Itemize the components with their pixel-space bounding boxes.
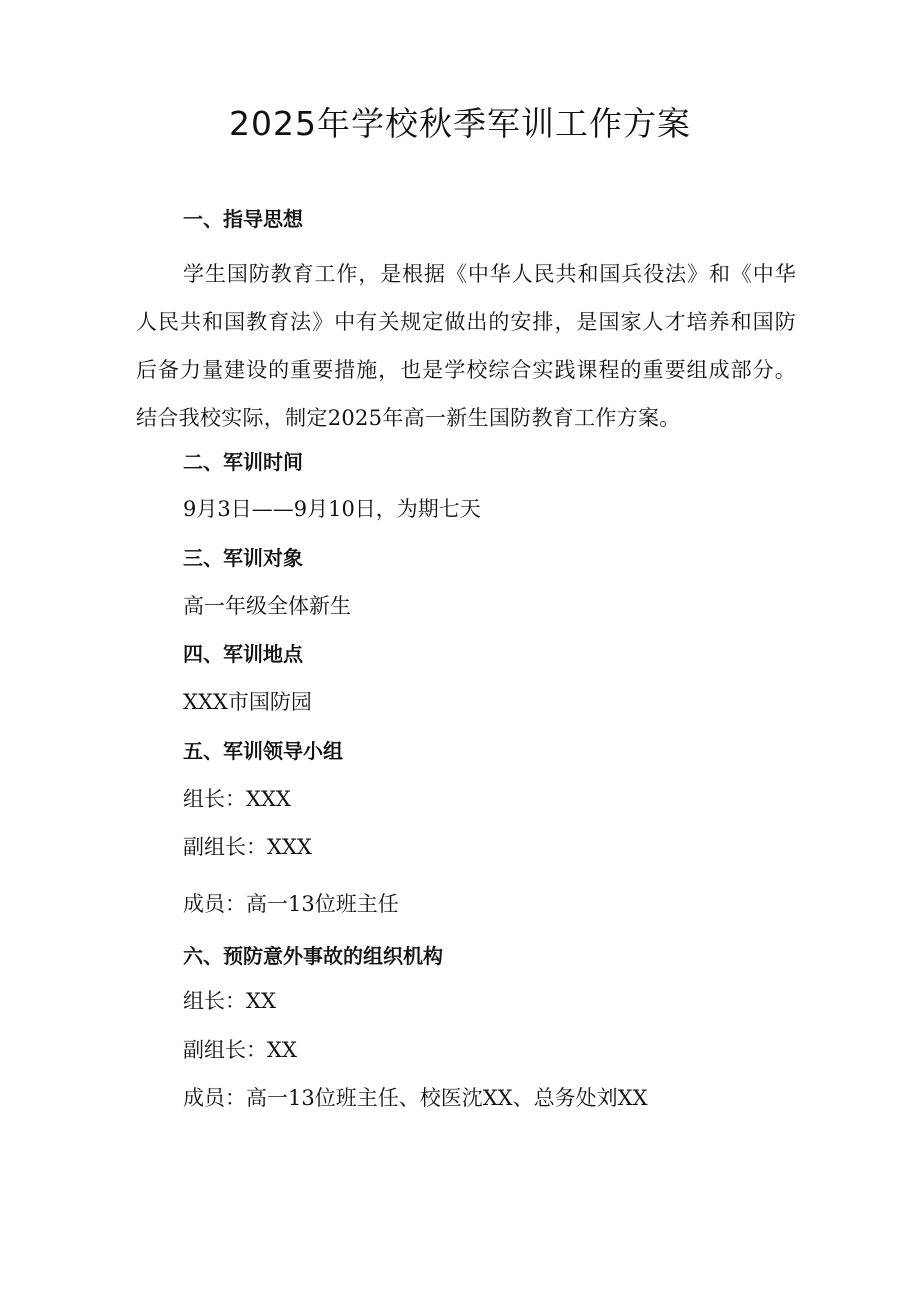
leadership-deputy: 副组长：XXX <box>183 835 312 859</box>
prevention-leader: 组长：XX <box>183 989 276 1013</box>
section-heading-training-location: 四、军训地点 <box>183 642 303 666</box>
prevention-deputy: 副组长：XX <box>183 1038 297 1062</box>
section-heading-guiding-ideology: 一、指导思想 <box>183 207 303 231</box>
prevention-members: 成员：高一13位班主任、校医沈XX、总务处刘XX <box>183 1086 648 1110</box>
leadership-members: 成员：高一13位班主任 <box>183 892 399 916</box>
leadership-leader: 组长：XXX <box>183 787 291 811</box>
training-time-text: 9月3日——9月10日，为期七天 <box>183 497 481 521</box>
section-heading-training-time: 二、军训时间 <box>183 450 303 474</box>
document-title: 2025年学校秋季军训工作方案 <box>229 104 691 143</box>
training-location-text: XXX市国防园 <box>183 690 312 714</box>
section-heading-accident-prevention: 六、预防意外事故的组织机构 <box>183 944 443 968</box>
training-target-text: 高一年级全体新生 <box>183 594 351 618</box>
guiding-ideology-paragraph: 学生国防教育工作，是根据《中华人民共和国兵役法》和《中华人民共和国教育法》中有关规定做出的安排，是国家人才培养和国防后备力量建设的重要措施，也是学校综合实践课程的重要组成部分。结合我校实际，制定2025年高一新生国防教育工作方案。 <box>136 262 796 430</box>
section-heading-training-target: 三、军训对象 <box>183 546 303 570</box>
section-heading-leadership-group: 五、军训领导小组 <box>183 739 343 763</box>
